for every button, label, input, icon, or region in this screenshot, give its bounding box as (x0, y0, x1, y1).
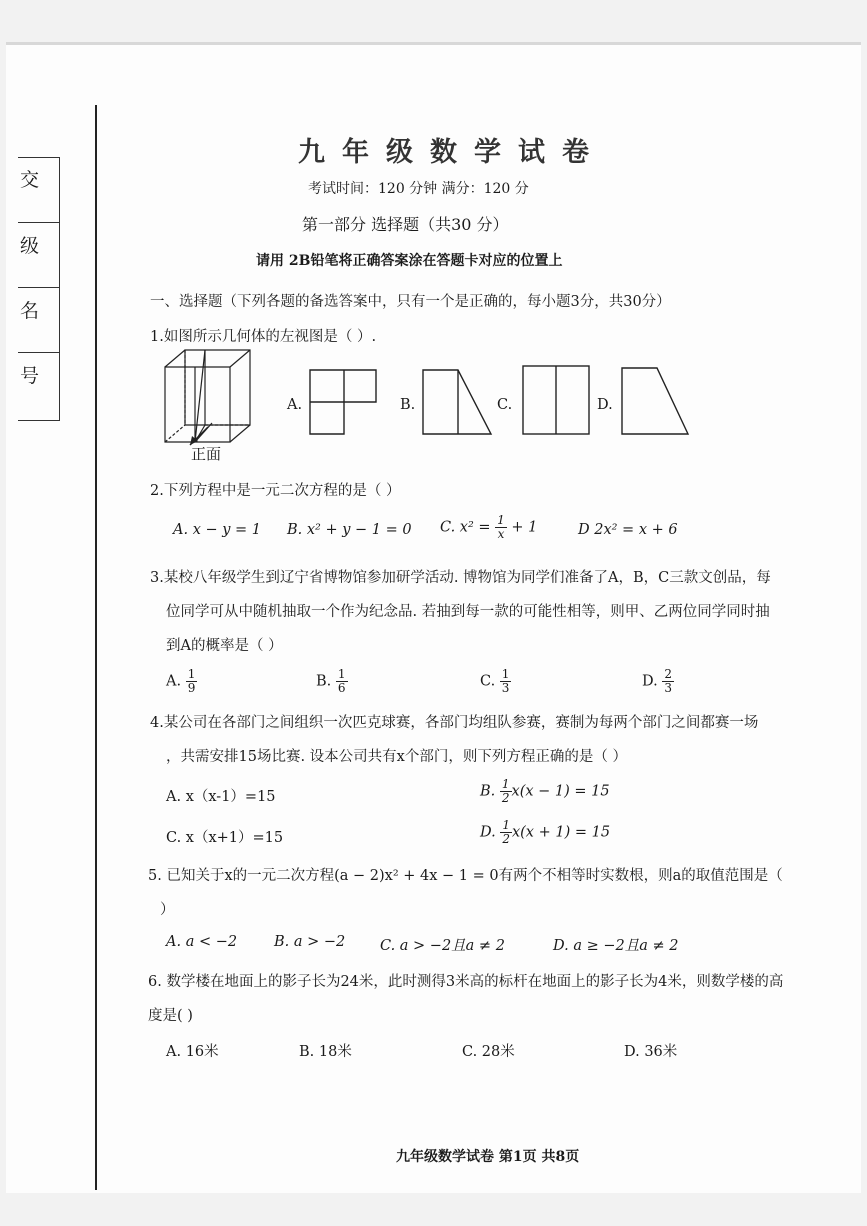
q1-option-a-view (310, 370, 380, 436)
q1-option-b-view (423, 370, 493, 436)
q5-option-d: D. a ≥ −2且a ≠ 2 (553, 938, 679, 954)
q4-option-c: C. x（x+1）=15 (166, 830, 284, 846)
info-cell-class: 级 (18, 222, 59, 287)
q4-line-2: ，共需安排15场比赛. 设本公司共有x个部门，则下列方程正确的是（ ） (166, 749, 627, 765)
q3-option-c: C. $\frac{1}{3}$ (480, 667, 510, 695)
section-heading: 一、选择题（下列各题的备选答案中，只有一个是正确的，每小题3分，共30分） (150, 294, 671, 310)
q5-option-c: C. a > −2且a ≠ 2 (380, 938, 505, 954)
q5-line-1: 5. 已知关于x的一元二次方程(a − 2)x² + 4x − 1 = 0有两个不相等时实数根，则a的取值范围是（ (148, 868, 783, 884)
q6-option-b: B. 18米 (299, 1044, 352, 1060)
q3-option-b: B. $\frac{1}{6}$ (316, 667, 346, 695)
q3-option-d: D. $\frac{2}{3}$ (642, 667, 672, 695)
q2-option-a: A. x − y = 1 (173, 522, 262, 538)
q3-line-2: 位同学可从中随机抽取一个作为纪念品. 若抽到每一款的可能性相等，则甲、乙两位同学同时抽 (166, 604, 770, 620)
instruction: 请用 2B铅笔将正确答案涂在答题卡对应的位置上 (256, 253, 563, 269)
q3-line-3: 到A的概率是（ ） (166, 638, 283, 654)
q2-option-d: D 2x² = x + 6 (578, 522, 678, 538)
q1-option-c-view (523, 366, 593, 436)
binding-line (95, 105, 97, 1190)
q6-option-a: A. 16米 (166, 1044, 219, 1060)
q5-line-2: ） (160, 902, 175, 918)
q1-option-d-view (622, 368, 692, 436)
q3-option-a: A. $\frac{1}{9}$ (166, 667, 196, 695)
q4-line-1: 4.某公司在各部门之间组织一次匹克球赛，各部门均组队参赛，赛制为每两个部门之间都赛一场 (150, 715, 759, 731)
q5-option-b: B. a > −2 (274, 934, 346, 950)
page-footer: 九年级数学试卷 第1页 共8页 (396, 1149, 580, 1165)
q6-line-2: 度是( ) (148, 1008, 193, 1024)
q1-option-b-label: B. (400, 397, 416, 413)
q1-option-c-label: C. (497, 397, 513, 413)
q6-option-d: D. 36米 (624, 1044, 678, 1060)
q4-option-a: A. x（x-1）=15 (166, 789, 276, 805)
q2-stem: 2.下列方程中是一元二次方程的是（ ） (150, 483, 401, 499)
q6-option-c: C. 28米 (462, 1044, 515, 1060)
student-info-table (18, 157, 60, 421)
q4-option-d: D. $\frac{1}{2}$ x(x + 1) = 15 (480, 818, 611, 846)
q4-option-b: B. $\frac{1}{2}$ x(x − 1) = 15 (480, 777, 610, 805)
info-cell-name: 名 (18, 287, 59, 352)
front-label: 正面 (191, 445, 222, 463)
q2-option-c-fraction: $\frac{1}{x}$ (497, 513, 505, 541)
q6-line-1: 6. 数学楼在地面上的影子长为24米，此时测得3米高的标杆在地面上的影子长为4米，则数学楼的高 (148, 974, 784, 990)
q5-option-a: A. a < −2 (166, 934, 238, 950)
q2-option-c: C. x² = $\frac{1}{x}$ + 1 (440, 513, 538, 541)
q3-line-1: 3.某校八年级学生到辽宁省博物馆参加研学活动. 博物馆为同学们准备了A，B，C三款文创品，每 (150, 570, 771, 586)
info-cell-number: 号 (18, 352, 59, 417)
exam-subtitle: 考试时间：120 分钟 满分：120 分 (308, 181, 529, 197)
q1-stem: 1.如图所示几何体的左视图是（ ）. (150, 329, 377, 345)
exam-title: 九年级数学试卷 (298, 137, 606, 168)
q1-option-a-label: A. (287, 397, 303, 413)
part-heading: 第一部分 选择题（共30 分） (302, 215, 509, 234)
q1-option-d-label: D. (597, 397, 613, 413)
q2-option-b: B. x² + y − 1 = 0 (287, 522, 412, 538)
info-cell-school: 交 (20, 169, 40, 191)
